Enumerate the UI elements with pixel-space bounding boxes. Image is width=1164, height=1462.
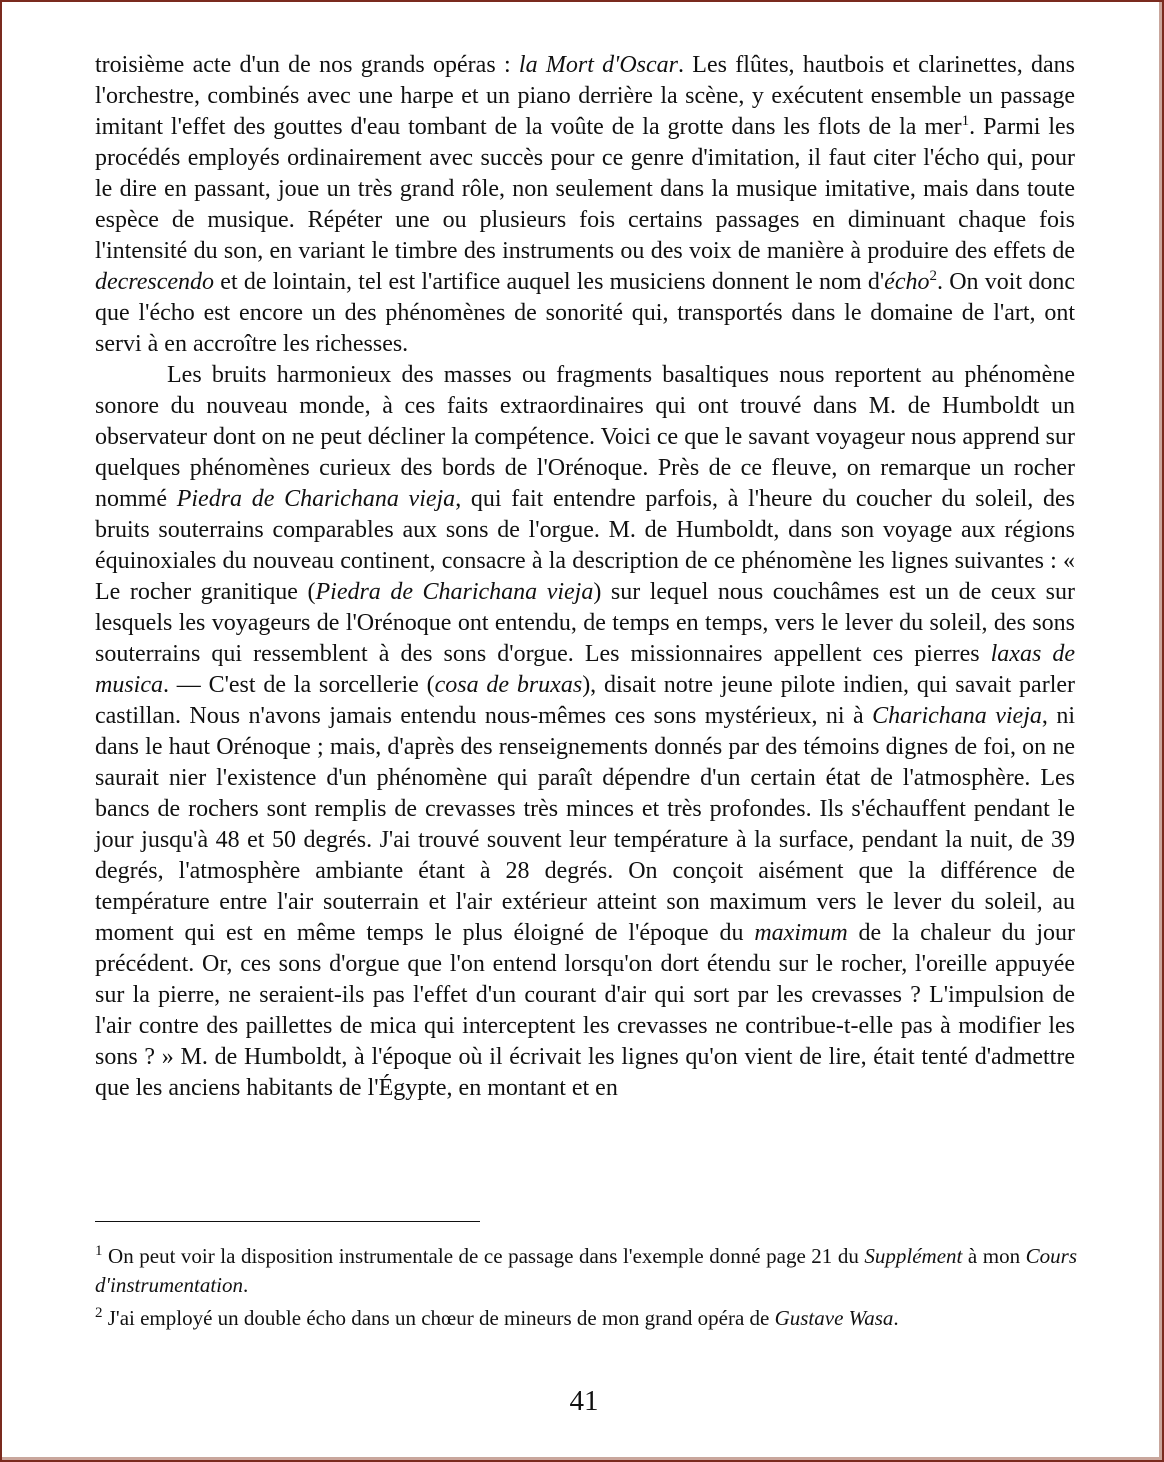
text-run: J'ai employé un double écho dans un chœur de mineurs de mon grand opéra de <box>102 1306 775 1330</box>
text-run: de la chaleur du jour précédent. Or, ces sons d'orgue que l'on entend lorsqu'on dort étendu sur le rocher, l'oreille appuyée sur la pierre, ne seraient-ils pas l'effet d'un courant d'air qui sort par les crevasses ? L'impulsion de l'air contre des paillettes de mica qui interceptent les crevasses ne contribue-t-elle pas à modifier les sons ? » M. de Humboldt, à l'époque où il écrivait les lignes qu'on vient de lire, était tenté d'admettre que les anciens habitants de l'Égypte, en montant et en <box>95 920 1076 1101</box>
decrescendo-italic: decrescendo <box>95 269 215 295</box>
text-run: . <box>893 1306 899 1330</box>
opera-title-italic: la Mort d'Oscar <box>518 52 678 78</box>
text-run: troisième acte d'un de nos grands opéras : <box>95 52 519 78</box>
text-run: On peut voir la disposition instrumentale de ce passage dans l'exemple donné page 21 du <box>102 1244 865 1268</box>
opera-title-italic: Gustave Wasa <box>774 1306 894 1330</box>
text-run: et de lointain, tel est l'artifice auquel les musiciens donnent le nom d' <box>214 269 885 295</box>
page-number: 41 <box>569 1385 599 1417</box>
charichana-italic: Charichana vieja <box>872 703 1042 729</box>
text-run: . Parmi les procédés employés ordinairement avec succès pour ce genre d'imitation, il faut citer l'écho qui, pour le dire en passant, joue un très grand rôle, non seulement dans la musique imitative, mais dans toute espèce de musique. Répéter une ou plusieurs fois certains passages en diminuant chaque fois l'intensité du son, en variant le timbre des instruments ou des voix de manière à produire des effets de <box>95 114 1075 264</box>
text-run: ), disait notre jeune pilote indien, qui savait parler castillan. Nous n'avons jamais entendu nous-mêmes ces sons mystérieux, ni à <box>95 672 1075 729</box>
footnote-2 <box>95 1304 1077 1333</box>
rock-name-italic: Piedra de Charichana vieja <box>176 486 456 512</box>
text-run: . On voit donc que l'écho est encore un des phénomènes de sonorité qui, transportés dans le domaine de l'art, ont servi à en accroître les richesses. <box>95 269 1075 357</box>
paragraph-1 <box>95 50 1075 360</box>
text-run: . Les flûtes, hautbois et clarinettes, dans l'orchestre, combinés avec une harpe et un piano derrière la scène, y exécutent ensemble un passage imitant l'effet des gouttes d'eau tombant de la voûte de la grotte dans les flots de la mer <box>95 52 1075 140</box>
cosa-de-bruxas-italic: cosa de bruxas <box>434 672 583 698</box>
footnote-marker: 1 <box>95 1243 103 1259</box>
rock-name-italic: Piedra de Charichana vieja <box>315 579 594 605</box>
footnotes <box>95 1242 1077 1337</box>
footnote-ref-2[interactable]: 2 <box>929 268 937 284</box>
maximum-italic: maximum <box>754 920 848 946</box>
echo-italic: écho <box>884 269 930 295</box>
book-title-italic: Cours d'instrumentation <box>95 1244 1078 1297</box>
text-run: à mon <box>962 1244 1026 1268</box>
body-text <box>95 50 1075 1104</box>
supplement-italic: Supplément <box>864 1244 963 1268</box>
footnote-separator <box>95 1221 480 1222</box>
text-run: Les bruits harmonieux des masses ou fragments basaltiques nous reportent au phénomène sonore du nouveau monde, à ces faits extraordinaires qui ont trouvé dans M. de Humboldt un observateur dont on ne peut décliner la compétence. Voici ce que le savant voyageur nous apprend sur quelques phénomènes curieux des bords de l'Orénoque. Près de ce fleuve, on remarque un rocher nommé <box>95 362 1075 512</box>
laxas-italic: laxas de musica <box>95 641 1076 698</box>
footnote-ref-1[interactable]: 1 <box>961 113 970 129</box>
paragraph-2 <box>95 360 1075 1104</box>
text-run: . <box>243 1273 249 1297</box>
text-run: . — C'est de la sorcellerie ( <box>163 672 435 698</box>
footnote-marker: 2 <box>95 1305 103 1321</box>
text-run: , qui fait entendre parfois, à l'heure du coucher du soleil, des bruits souterrains comparables aux sons de l'orgue. M. de Humboldt, dans son voyage aux régions équinoxiales du nouveau continent, consacre à la description de ce phénomène les lignes suivantes : « Le rocher granitique ( <box>95 486 1075 605</box>
text-run: , ni dans le haut Orénoque ; mais, d'après des renseignements donnés par des témoins dignes de foi, on ne saurait nier l'existence d'un phénomène qui paraît dépendre d'un certain état de l'atmosphère. Les bancs de rochers sont remplis de crevasses très minces et très profondes. Ils s'échauffent pendant le jour jusqu'à 48 et 50 degrés. J'ai trouvé souvent leur température à la surface, pendant la nuit, de 39 degrés, l'atmosphère ambiante étant à 28 degrés. On conçoit aisément que la différence de température entre l'air souterrain et l'air extérieur atteint son maximum vers le lever du soleil, au moment qui est en même temps le plus éloigné de l'époque du <box>95 703 1075 946</box>
text-run: ) sur lequel nous couchâmes est un de ceux sur lesquels les voyageurs de l'Orénoque ont entendu, de temps en temps, vers le lever du soleil, des sons souterrains qui ressemblent à des sons d'orgue. Les missionnaires appellent ces pierres <box>95 579 1075 667</box>
footnote-1 <box>95 1242 1077 1300</box>
